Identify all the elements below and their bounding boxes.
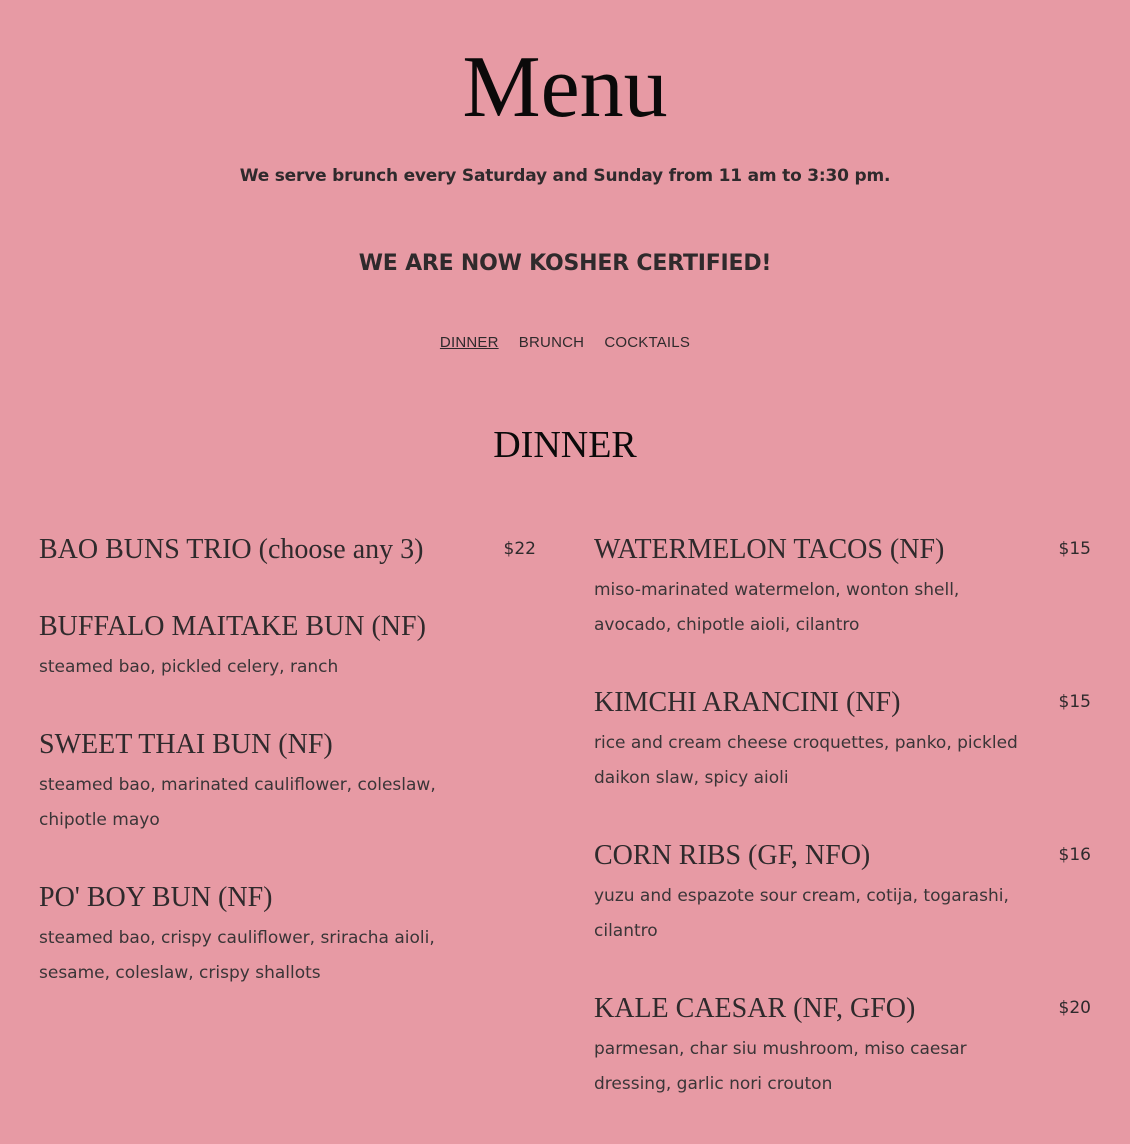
- item-price: $16: [1058, 845, 1091, 865]
- menu-item: [594, 838, 1091, 949]
- item-name: WATERMELON TACOS (NF): [594, 534, 945, 565]
- item-price: $15: [1058, 539, 1091, 559]
- item-price: $15: [1058, 692, 1091, 712]
- item-description: parmesan, char siu mushroom, miso caesar dressing, garlic nori crouton: [594, 1039, 967, 1094]
- menu-item: [39, 532, 536, 567]
- menu-tabs: [0, 333, 1130, 353]
- item-description: yuzu and espazote sour cream, cotija, togarashi, cilantro: [594, 886, 1009, 941]
- item-name: SWEET THAI BUN (NF): [39, 729, 333, 760]
- item-name: BAO BUNS TRIO (choose any 3): [39, 534, 424, 565]
- kosher-certified-note: WE ARE NOW KOSHER CERTIFIED!: [358, 251, 772, 276]
- page-title: Menu: [462, 39, 668, 136]
- menu-item: [594, 532, 1091, 643]
- item-description: steamed bao, crispy cauliflower, sriracha aioli, sesame, coleslaw, crispy shallots: [39, 928, 435, 983]
- brunch-hours-note: We serve brunch every Saturday and Sunday from 11 am to 3:30 pm.: [239, 166, 891, 186]
- tab-cocktails[interactable]: COCKTAILS: [604, 334, 691, 351]
- menu-item: [39, 609, 536, 685]
- item-name: KALE CAESAR (NF, GFO): [594, 993, 916, 1024]
- item-description: steamed bao, marinated cauliflower, coleslaw, chipotle mayo: [39, 775, 436, 830]
- item-name: PO' BOY BUN (NF): [39, 882, 273, 913]
- item-name: KIMCHI ARANCINI (NF): [594, 687, 901, 718]
- menu-column-left: [39, 532, 536, 1033]
- menu-item: [594, 685, 1091, 796]
- item-description: rice and cream cheese croquettes, panko, pickled daikon slaw, spicy aioli: [594, 733, 1018, 788]
- item-price: $20: [1058, 998, 1091, 1018]
- menu-item: [39, 880, 536, 991]
- item-price: $22: [503, 539, 536, 559]
- tab-dinner[interactable]: DINNER: [439, 334, 499, 351]
- item-name: BUFFALO MAITAKE BUN (NF): [39, 611, 426, 642]
- menu-column-right: [594, 532, 1091, 1144]
- tab-brunch[interactable]: BRUNCH: [518, 334, 585, 351]
- item-description: miso-marinated watermelon, wonton shell, avocado, chipotle aioli, cilantro: [594, 580, 960, 635]
- menu-item: [594, 991, 1091, 1102]
- item-description: steamed bao, pickled celery, ranch: [39, 657, 339, 677]
- section-heading: DINNER: [493, 424, 637, 466]
- item-name: CORN RIBS (GF, NFO): [594, 840, 871, 871]
- menu-item: [39, 727, 536, 838]
